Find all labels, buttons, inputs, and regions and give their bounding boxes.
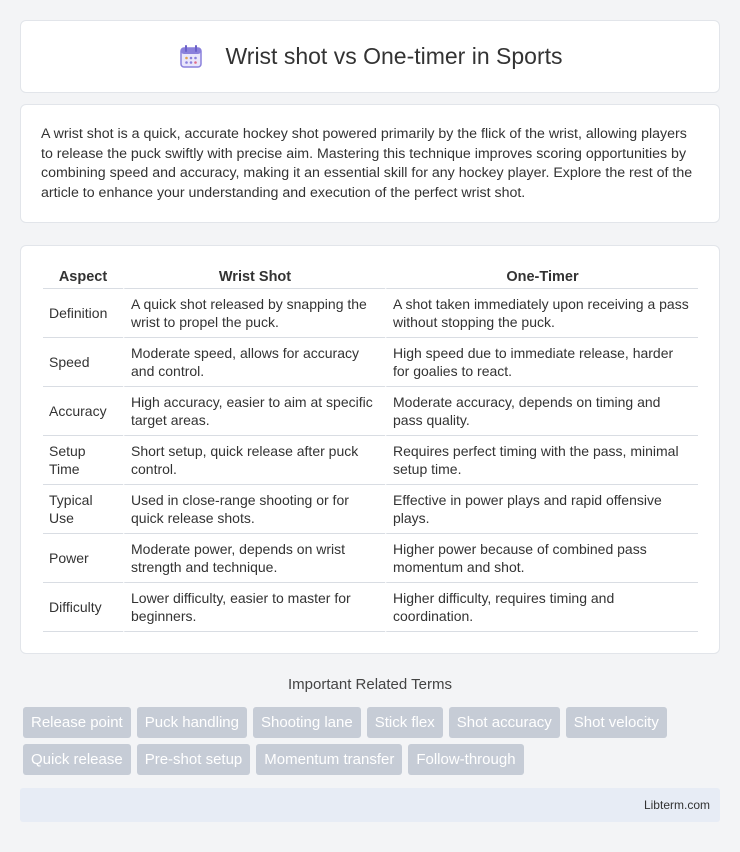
title-card xyxy=(20,20,720,93)
aspect-cell: Accuracy xyxy=(43,387,123,436)
aspect-cell: Difficulty xyxy=(43,583,123,632)
aspect-cell: Typical Use xyxy=(43,485,123,534)
one-timer-cell: High speed due to immediate release, harder for goalies to react. xyxy=(385,338,698,387)
one-timer-cell: Higher power because of combined pass momentum and shot. xyxy=(385,534,698,583)
wrist-shot-cell: A quick shot released by snapping the wrist to propel the puck. xyxy=(123,289,385,338)
wrist-shot-cell: High accuracy, easier to aim at specific target areas. xyxy=(123,387,385,436)
table-row xyxy=(43,436,698,485)
comparison-table xyxy=(43,266,698,632)
tag-follow-through[interactable]: Follow-through xyxy=(408,744,523,775)
one-timer-cell: Requires perfect timing with the pass, minimal setup time. xyxy=(385,436,698,485)
page-title: Wrist shot vs One-timer in Sports xyxy=(225,43,563,69)
aspect-cell: Power xyxy=(43,534,123,583)
aspect-cell: Speed xyxy=(43,338,123,387)
tag-shot-velocity[interactable]: Shot velocity xyxy=(566,707,667,738)
footer-site-link[interactable]: Libterm.com xyxy=(643,798,710,812)
one-timer-cell: Effective in power plays and rapid offensive plays. xyxy=(385,485,698,534)
intro-card xyxy=(20,104,720,223)
tag-shot-accuracy[interactable]: Shot accuracy xyxy=(449,707,560,738)
aspect-cell: Definition xyxy=(43,289,123,338)
tag-quick-release[interactable]: Quick release xyxy=(23,744,131,775)
header-one-timer: One-Timer xyxy=(385,266,698,289)
table-row xyxy=(43,534,698,583)
tag-puck-handling[interactable]: Puck handling xyxy=(137,707,247,738)
header-aspect: Aspect xyxy=(43,266,123,289)
one-timer-cell: Moderate accuracy, depends on timing and pass quality. xyxy=(385,387,698,436)
wrist-shot-cell: Used in close-range shooting or for quick release shots. xyxy=(123,485,385,534)
tag-pre-shot-setup[interactable]: Pre-shot setup xyxy=(137,744,251,775)
wrist-shot-cell: Moderate speed, allows for accuracy and control. xyxy=(123,338,385,387)
comparison-card xyxy=(20,245,720,654)
one-timer-cell: Higher difficulty, requires timing and coordination. xyxy=(385,583,698,632)
header-wrist-shot: Wrist Shot xyxy=(123,266,385,289)
footer xyxy=(20,788,720,822)
tag-momentum-transfer[interactable]: Momentum transfer xyxy=(256,744,402,775)
related-terms-title: Important Related Terms xyxy=(288,676,452,693)
related-terms-list xyxy=(23,707,723,781)
wrist-shot-cell: Short setup, quick release after puck control. xyxy=(123,436,385,485)
one-timer-cell: A shot taken immediately upon receiving a pass without stopping the puck. xyxy=(385,289,698,338)
table-row xyxy=(43,289,698,338)
wrist-shot-cell: Moderate power, depends on wrist strength and technique. xyxy=(123,534,385,583)
table-row xyxy=(43,387,698,436)
calendar-icon xyxy=(178,44,204,70)
tag-stick-flex[interactable]: Stick flex xyxy=(367,707,443,738)
tag-shooting-lane[interactable]: Shooting lane xyxy=(253,707,361,738)
table-row xyxy=(43,583,698,632)
wrist-shot-cell: Lower difficulty, easier to master for beginners. xyxy=(123,583,385,632)
intro-paragraph: A wrist shot is a quick, accurate hockey shot powered primarily by the flick of the wrist, allowing players to release the puck swiftly with precise aim. Mastering this technique improves scoring opportunities by combining speed and accuracy, making it an essential skill for any hockey player. Explore the rest of the article to enhance your understanding and execution of the perfect wrist shot. xyxy=(41,126,693,201)
table-row xyxy=(43,338,698,387)
table-row xyxy=(43,485,698,534)
table-header-row xyxy=(43,266,698,289)
tag-release-point[interactable]: Release point xyxy=(23,707,131,738)
aspect-cell: Setup Time xyxy=(43,436,123,485)
